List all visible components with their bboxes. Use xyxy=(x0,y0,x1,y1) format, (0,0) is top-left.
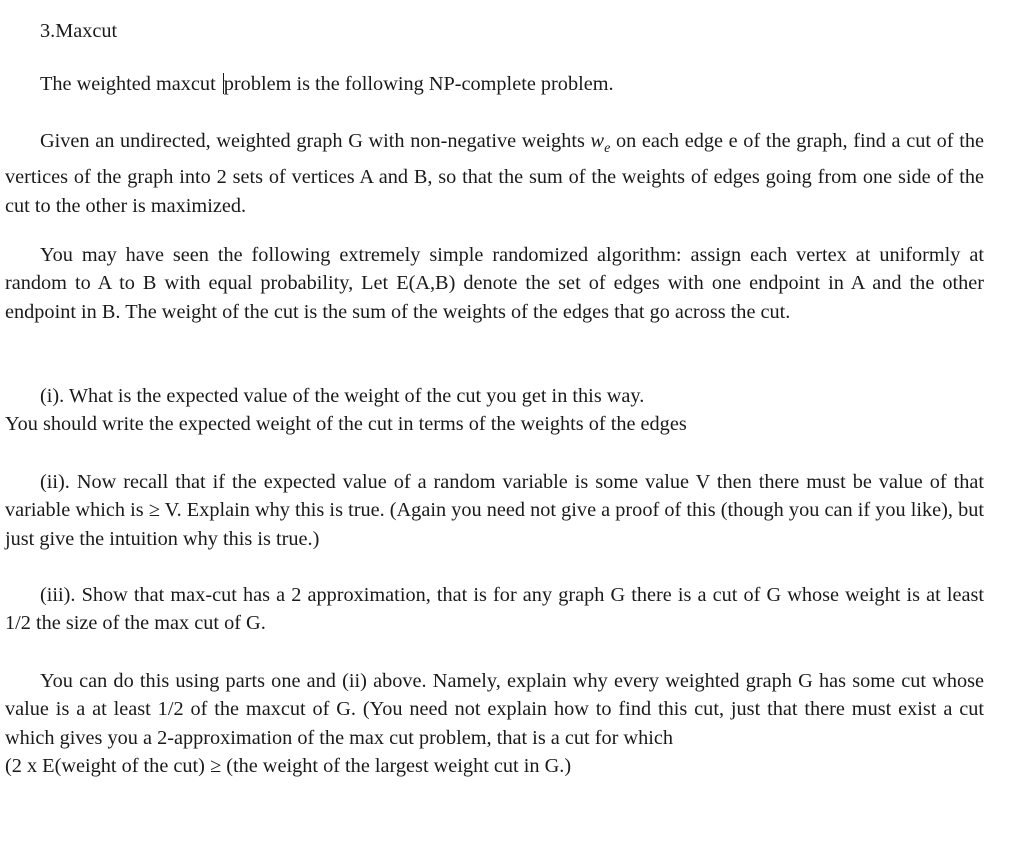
part-ii-paragraph[interactable]: (ii). Now recall that if the expected value of a random variable is some value V then there must be value of that variable which is ≥ V. Explain why this is true. (Again you need not give a proof of this (though you can if you like), but just give the intuition why this is true.) xyxy=(5,471,984,550)
algorithm-paragraph[interactable]: You may have seen the following extremely simple randomized algorithm: assign each vertex at uniformly at random to A to B with equal probability, Let E(A,B) denote the set of edges with one endpoint in A and the other endpoint in B. The weight of the cut is the sum of the weights of the edges that go across the cut. xyxy=(5,244,984,323)
closing-paragraph[interactable] xyxy=(5,667,984,780)
definition-paragraph[interactable] xyxy=(5,127,984,220)
closing-text: You can do this using parts one and (ii) above. Namely, explain why every weighted graph G has some cut whose value is a at least 1/2 of the maxcut of G. (You need not explain how to find this cut, just that there must exist a cut which gives you a 2-approximation of the max cut problem, that is a cut for which xyxy=(5,670,984,749)
part-iii-paragraph[interactable]: (iii). Show that max-cut has a 2 approximation, that is for any graph G there is a cut of G whose weight is at least 1/2 the size of the max cut of G. xyxy=(5,584,984,635)
part-i-instruction: You should write the expected weight of the cut in terms of the weights of the edges xyxy=(5,413,687,436)
part-i-question: (i). What is the expected value of the weight of the cut you get in this way. xyxy=(40,385,645,407)
weight-symbol: $w_e$ xyxy=(590,130,611,157)
closing-inequality: (2 x E(weight of the cut) ≥ (the weight of the largest weight cut in G.) xyxy=(5,754,572,777)
weight-subscript: e xyxy=(604,141,611,157)
intro-text-end: problem is the following NP-complete problem. xyxy=(223,73,614,95)
definition-text-start: Given an undirected, weighted graph G with non-negative weights xyxy=(40,130,591,152)
part-i-paragraph[interactable] xyxy=(5,382,984,439)
intro-paragraph[interactable] xyxy=(5,70,984,98)
intro-text-start: The weighted maxcut xyxy=(40,73,221,95)
section-heading: 3.Maxcut xyxy=(40,20,118,42)
definition-text-end: on each edge e of the graph, find a cut of the vertices of the graph into 2 sets of vertices A and B, so that the sum of the weights of edges going from one side of the cut to the other is maximized. xyxy=(5,130,984,217)
